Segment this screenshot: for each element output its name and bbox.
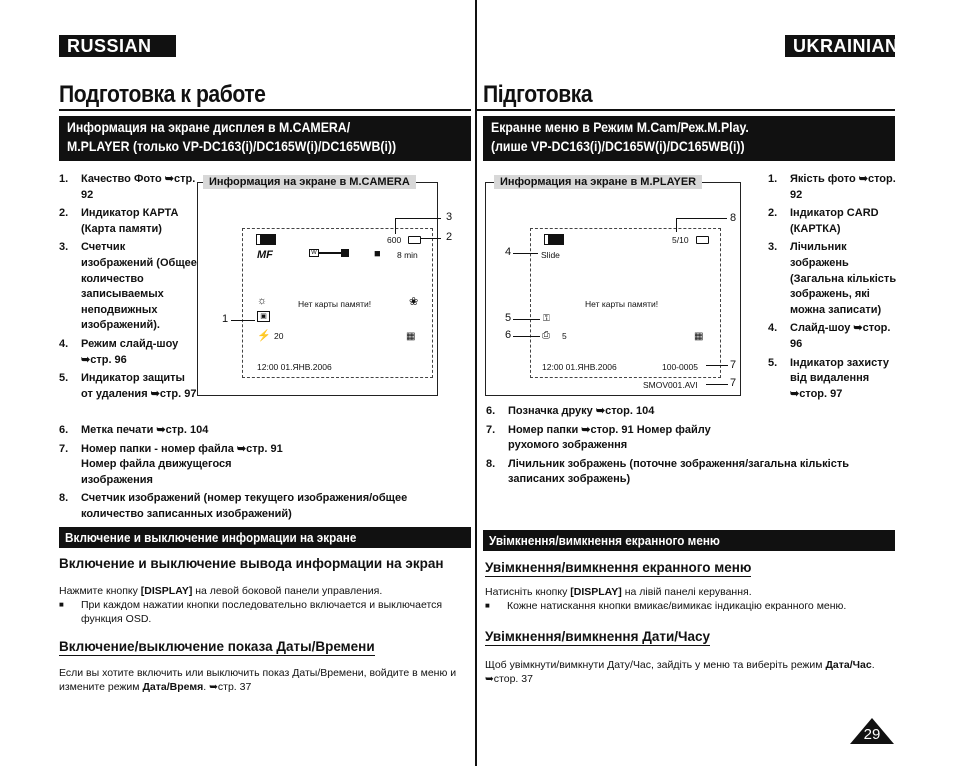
callout-2: 2: [446, 231, 453, 243]
print-count: 5: [562, 331, 567, 341]
callout-line-4: [513, 253, 538, 254]
callout-line-5: [513, 319, 540, 320]
image-count: 600: [387, 235, 402, 245]
list-item: 5. Индикатор защиты от удаления ➥стр. 97: [59, 372, 197, 400]
screen-label-player: Информация на экране в M.PLAYER: [494, 175, 702, 189]
callout-8: 8: [730, 212, 737, 224]
folder-file-number: 100-0005: [662, 362, 698, 372]
para-datetime-uk: Щоб увімкнути/вимкнути Дату/Час, зайдіть у меню та виберіть режим Дата/Час. ➥стор. 37: [485, 659, 875, 685]
subsection-bar-uk: Увімкнення/вимкнення екранного меню: [483, 530, 895, 551]
callout-4: 4: [505, 246, 512, 258]
callout-line-6: [513, 336, 540, 337]
list-item: 7. Номер папки - номер файла ➥стр. 91 Номер файла движущегося изображения: [59, 442, 283, 486]
callout-6: 6: [505, 329, 512, 341]
callout-5: 5: [505, 312, 512, 324]
flash-count: 20: [274, 331, 284, 341]
page-number-badge: [850, 718, 894, 744]
heading-osd-ru: Включение и выключение вывода информации на экран: [59, 556, 444, 571]
datetime-display: 12:00 01.ЯНВ.2006: [257, 362, 332, 372]
heading-datetime-uk: Увімкнення/вимкнення Дати/Часу: [485, 629, 711, 644]
camera-mode-icon: ■: [374, 248, 381, 260]
bullet-osd-ru: ■ При каждом нажатии кнопки последовательно включается и выключается функция OSD.: [59, 599, 443, 625]
list-item: 1. Якість фото ➥стор. 92: [768, 173, 896, 201]
card-icon: [696, 236, 709, 244]
lang-badge-russian: RUSSIAN: [59, 35, 176, 57]
section-header-ru-line1: Информация на экране дисплея в M.CAMERA/: [67, 119, 351, 135]
battery-icon: [545, 235, 563, 244]
list-item: 4. Слайд-шоу ➥стор. 96: [768, 322, 891, 350]
white-balance-icon: ☼: [257, 295, 268, 307]
para-display-ru: Нажмите кнопку [DISPLAY] на левой боковой панели управления.: [59, 585, 383, 597]
zoom-bar-icon: W: [309, 249, 349, 257]
callout-7b: 7: [730, 377, 737, 389]
title-rule-left: [59, 109, 471, 111]
list-item: 6. Позначка друку ➥стор. 104: [486, 405, 655, 417]
list-item: 2. Індикатор CARD (КАРТКА): [768, 207, 879, 235]
section-header-ru: [59, 116, 471, 161]
list-item: 5. Індикатор захисту від видалення ➥стор. 97: [768, 356, 890, 400]
callout-line-3: [395, 218, 441, 219]
time-left: 8 min: [397, 250, 418, 260]
osd-monitor: [242, 228, 433, 378]
page-title-ru: Подготовка к работе: [59, 81, 266, 108]
datetime-display: 12:00 01.ЯНВ.2006: [542, 362, 617, 372]
list-item: 7. Номер папки ➥стор. 91 Номер файлу рухомого зображення: [486, 423, 711, 452]
callout-line-7b: [706, 384, 728, 385]
heading-datetime-ru: Включение/выключение показа Даты/Времени: [59, 639, 375, 654]
legend-list-uk: [768, 172, 898, 405]
list-item: 1. Качество Фото ➥стр. 92: [59, 173, 196, 201]
flash-icon: ⚡: [257, 330, 271, 342]
no-card-message: Нет карты памяти!: [298, 299, 372, 309]
callout-1: 1: [222, 313, 229, 325]
legend-list-uk-bottom: [486, 404, 896, 491]
protect-icon: ⚿: [543, 313, 550, 323]
legend-list-ru: [59, 172, 199, 405]
effect-icon: ❀: [409, 296, 419, 308]
callout-line-2: [420, 238, 441, 239]
callout-line-8b: [676, 218, 677, 232]
slide-label: Slide: [541, 250, 560, 260]
callout-7a: 7: [730, 359, 737, 371]
quality-box-icon: ▣: [257, 311, 270, 322]
heading-osd-uk: Увімкнення/вимкнення екранного меню: [485, 560, 752, 575]
list-item: 3. Счетчик изображений (Общее количество записываемых неподвижных изображений).: [59, 241, 197, 332]
list-item: 2. Индикатор КАРТА (Карта памяти): [59, 207, 179, 235]
para-display-uk: Натисніть кнопку [DISPLAY] на лівій панелі керування.: [485, 586, 752, 598]
bullet-osd-uk: ■ Кожне натискання кнопки вмикає/вимикає індикацію екранного меню.: [485, 600, 847, 612]
callout-line-3b: [395, 218, 396, 234]
callout-line-7a: [706, 365, 728, 366]
title-rule-right: [477, 109, 895, 111]
list-item: 8. Лічильник зображень (поточне зображення/загальна кількість записаних зображень): [486, 457, 849, 486]
list-item: 3. Лічильник зображень (Загальна кількість зображень, які можна записати): [768, 241, 897, 316]
section-header-uk-line1: Екранне меню в Режим M.Cam/Реж.M.Play.: [491, 119, 749, 135]
image-counter: 5/10: [672, 235, 689, 245]
osd-grid-icon: ▦: [694, 331, 704, 342]
legend-list-ru-bottom: [59, 423, 469, 526]
quality-icon: MF: [257, 249, 273, 261]
screen-label-camera: Информация на экране в M.CAMERA: [203, 175, 416, 189]
para-datetime-ru: Если вы хотите включить или выключить показ Даты/Времени, войдите в меню и измените режим Дата/Время. ➥стр. 37: [59, 667, 457, 693]
callout-line-1: [231, 320, 255, 321]
list-item: 4. Режим слайд-шоу ➥стр. 96: [59, 337, 179, 366]
callout-line-8: [676, 218, 727, 219]
list-item: 6. Метка печати ➥стр. 104: [59, 424, 209, 436]
battery-icon: [257, 235, 275, 244]
center-divider: [475, 0, 477, 766]
osd-grid-icon: ▦: [406, 331, 416, 342]
no-card-message: Нет карты памяти!: [585, 299, 659, 309]
print-mark-icon: ⎙: [542, 330, 550, 341]
list-item: 8. Счетчик изображений (номер текущего изображения/общее количество записанных изображений): [59, 492, 408, 520]
osd-monitor-player: [530, 228, 721, 378]
section-header-uk-line2: (лише VP-DC163(i)/DC165W(i)/DC165WB(i)): [491, 138, 745, 154]
section-header-uk: [483, 116, 895, 161]
movie-filename: SMOV001.AVI: [643, 380, 698, 390]
page-number: 29: [863, 726, 881, 743]
lang-badge-ukrainian: UKRAINIAN: [785, 35, 895, 57]
section-header-ru-line2: M.PLAYER (только VP-DC163(i)/DC165W(i)/DC165WB(i)): [67, 138, 397, 154]
subsection-bar-ru: Включение и выключение информации на экране: [59, 527, 471, 548]
page-title-uk: Підготовка: [483, 81, 593, 108]
callout-3: 3: [446, 211, 453, 223]
